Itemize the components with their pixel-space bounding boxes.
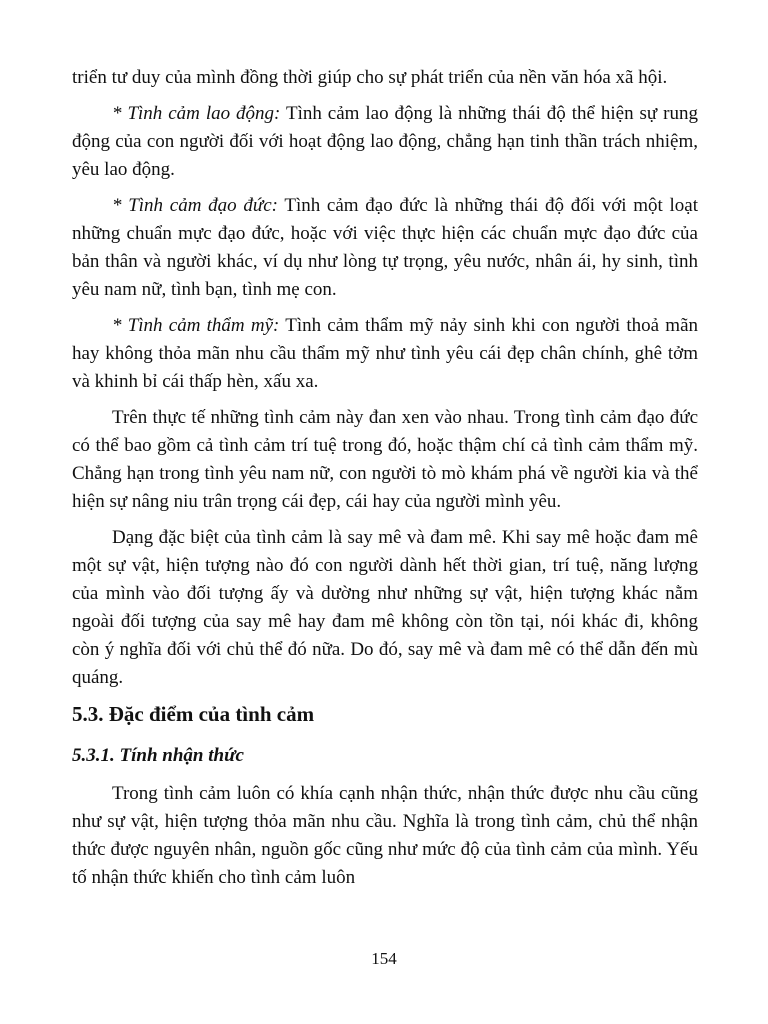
page-body xyxy=(72,64,698,900)
page-number: 154 xyxy=(371,949,397,968)
paragraph-continuation: triển tư duy của mình đồng thời giúp cho sự phát triển của nền văn hóa xã hội. xyxy=(72,67,668,88)
paragraph-passion: Dạng đặc biệt của tình cảm là say mê và đam mê. Khi say mê hoặc đam mê một sự vật, hiện tượng nào đó con người dành hết thời gian, trí tuệ, năng lượng của mình vào đối tượng ấy và dường như những sự vật, hiện tượng khác nằm ngoài đối tượng của say mê hay đam mê không còn tồn tại, nói khác đi, không còn ý nghĩa đối với chủ thể đó nữa. Do đó, say mê và đam mê có thể dẫn đến mù quáng. xyxy=(72,527,698,688)
text-labor-emotion: Tình cảm lao động là những thái độ thể hiện sự rung động của con người đối với hoạt động lao động, chẳng hạn tinh thần trách nhiệm, yêu lao động. xyxy=(72,103,699,180)
paragraph-moral-emotion xyxy=(72,192,698,304)
paragraph-aesthetic-emotion xyxy=(72,312,698,396)
paragraph-labor-emotion xyxy=(72,100,698,184)
term-labor-emotion: * Tình cảm lao động: xyxy=(112,103,281,124)
term-moral-emotion: * Tình cảm đạo đức: xyxy=(112,195,278,216)
paragraph-interwoven: Trên thực tế những tình cảm này đan xen vào nhau. Trong tình cảm đạo đức có thể bao gồm cả tình cảm trí tuệ trong đó, hoặc thậm chí cả tình cảm thẩm mỹ. Chẳng hạn trong tình yêu nam nữ, con người tò mò khám phá về người kia và thể hiện sự nâng niu trân trọng cái đẹp, cái hay của người mình yêu. xyxy=(72,407,698,512)
subsection-heading: 5.3.1. Tính nhận thức xyxy=(72,745,244,766)
section-heading: 5.3. Đặc điểm của tình cảm xyxy=(72,702,315,726)
text-moral-emotion: Tình cảm đạo đức là những thái độ đối với một loạt những chuẩn mực đạo đức, hoặc với việc thực hiện các chuẩn mực đạo đức của bản thân và người khác, ví dụ như lòng tự trọng, yêu nước, nhân ái, hy sinh, tình yêu nam nữ, tình bạn, tình mẹ con. xyxy=(72,195,698,300)
paragraph-cognition: Trong tình cảm luôn có khía cạnh nhận thức, nhận thức được nhu cầu cũng như sự vật, hiện tượng thỏa mãn nhu cầu. Nghĩa là trong tình cảm, chủ thể nhận thức được nguyên nhân, nguồn gốc cũng như mức độ của tình cảm của mình. Yếu tố nhận thức khiến cho tình cảm luôn xyxy=(72,783,698,888)
text-aesthetic-emotion: Tình cảm thẩm mỹ nảy sinh khi con người thoả mãn hay không thỏa mãn nhu cầu thẩm mỹ như tình yêu cái đẹp chân chính, ghê tởm và khinh bỉ cái thấp hèn, xấu xa. xyxy=(72,315,699,392)
term-aesthetic-emotion: * Tình cảm thẩm mỹ: xyxy=(112,315,280,336)
